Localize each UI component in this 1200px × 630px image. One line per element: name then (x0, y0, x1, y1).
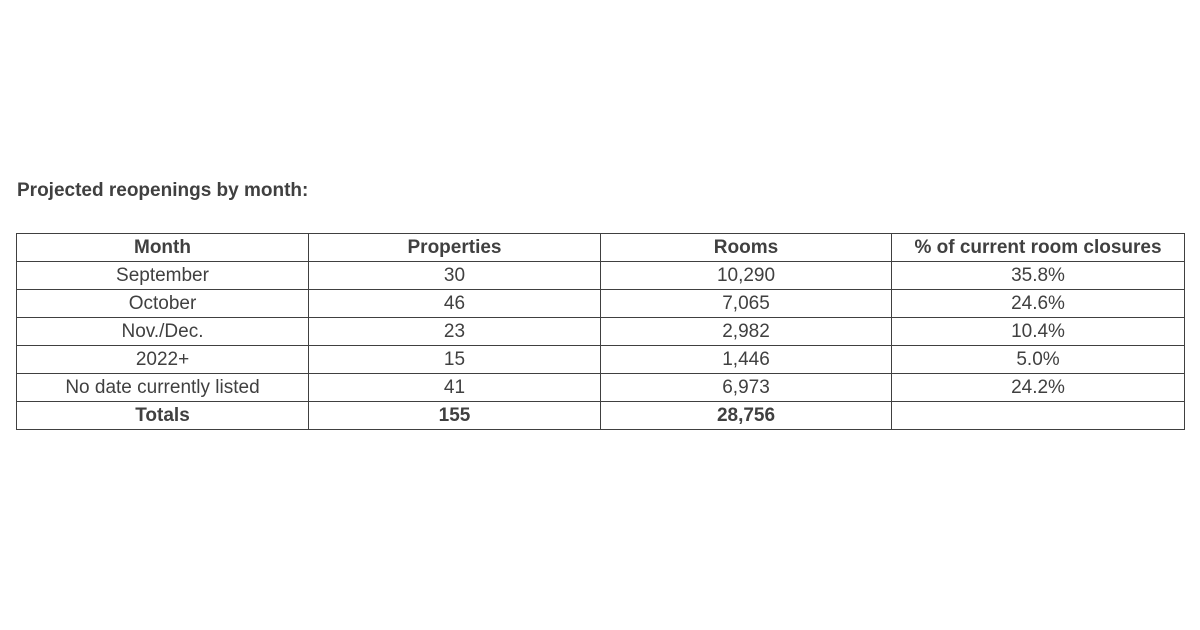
cell-properties: 46 (309, 290, 601, 318)
table-row (17, 318, 1185, 346)
cell-properties: 23 (309, 318, 601, 346)
cell-rooms: 10,290 (601, 262, 892, 290)
cell-rooms: 1,446 (601, 346, 892, 374)
cell-rooms: 2,982 (601, 318, 892, 346)
table-caption: Projected reopenings by month: (17, 180, 309, 201)
cell-closure-percent: 10.4% (892, 318, 1185, 346)
column-header-month: Month (17, 234, 309, 262)
totals-label: Totals (17, 402, 309, 430)
totals-closure-percent (892, 402, 1185, 430)
table-row (17, 374, 1185, 402)
cell-month: October (17, 290, 309, 318)
cell-properties: 41 (309, 374, 601, 402)
cell-month: September (17, 262, 309, 290)
cell-closure-percent: 35.8% (892, 262, 1185, 290)
cell-properties: 15 (309, 346, 601, 374)
column-header-closure-percent: % of current room closures (892, 234, 1185, 262)
cell-month: No date currently listed (17, 374, 309, 402)
reopenings-table (16, 233, 1185, 430)
table-row (17, 346, 1185, 374)
table-row (17, 262, 1185, 290)
table-row (17, 290, 1185, 318)
cell-rooms: 6,973 (601, 374, 892, 402)
totals-rooms: 28,756 (601, 402, 892, 430)
cell-closure-percent: 5.0% (892, 346, 1185, 374)
cell-month: Nov./Dec. (17, 318, 309, 346)
table-header-row (17, 234, 1185, 262)
totals-row (17, 402, 1185, 430)
cell-rooms: 7,065 (601, 290, 892, 318)
totals-properties: 155 (309, 402, 601, 430)
column-header-rooms: Rooms (601, 234, 892, 262)
cell-properties: 30 (309, 262, 601, 290)
cell-closure-percent: 24.6% (892, 290, 1185, 318)
cell-closure-percent: 24.2% (892, 374, 1185, 402)
column-header-properties: Properties (309, 234, 601, 262)
cell-month: 2022+ (17, 346, 309, 374)
